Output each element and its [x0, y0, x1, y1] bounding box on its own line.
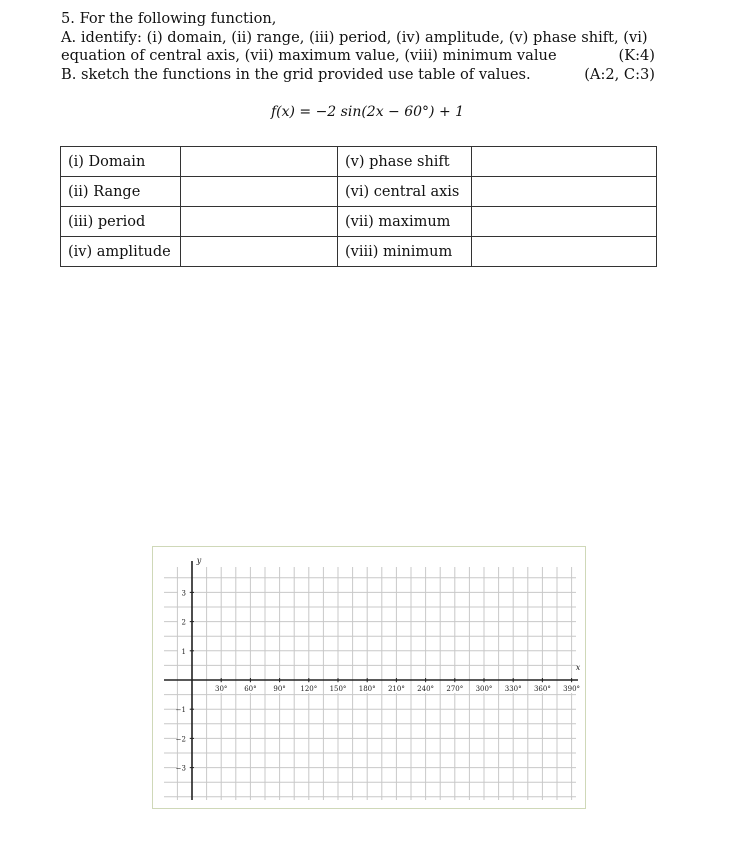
row-label-amplitude: (iv) amplitude [61, 237, 181, 267]
table-row [61, 147, 657, 177]
answer-cell-phase-shift[interactable] [472, 147, 657, 177]
row-label-domain: (i) Domain [61, 147, 181, 177]
question-line-1: 5. For the following function, [61, 10, 277, 27]
y-tick-label: 3 [181, 589, 186, 598]
x-tick-label: 180° [358, 685, 376, 693]
row-label-period: (iii) period [61, 207, 181, 237]
x-tick-label: 90° [273, 685, 286, 693]
row-label-minimum: (viii) minimum [338, 237, 472, 267]
question-line-3 [61, 47, 661, 66]
question-line-4 [61, 66, 661, 85]
y-tick-label: −3 [175, 764, 186, 773]
x-tick-label: 300° [475, 685, 493, 693]
row-label-central-axis: (vi) central axis [338, 177, 472, 207]
y-tick-label: 2 [181, 618, 186, 627]
table-row [61, 207, 657, 237]
x-tick-label: 270° [446, 685, 464, 693]
sketch-grid-frame [152, 546, 586, 809]
x-tick-label: 120° [300, 685, 318, 693]
x-tick-label: 330° [504, 685, 522, 693]
x-tick-label: 30° [214, 685, 228, 693]
row-label-maximum: (vii) maximum [338, 207, 472, 237]
x-tick-label: 210° [387, 685, 405, 693]
answer-cell-domain[interactable] [181, 147, 338, 177]
question-header [61, 10, 661, 84]
answer-cell-period[interactable] [181, 207, 338, 237]
y-tick-label: −1 [175, 706, 186, 715]
x-tick-label: 240° [417, 685, 435, 693]
table-row [61, 177, 657, 207]
knowledge-marks: (K:4) [618, 47, 655, 64]
question-line-3-text: equation of central axis, (vii) maximum value, (viii) minimum value [61, 47, 557, 64]
sketch-grid[interactable] [153, 547, 585, 808]
y-axis-label: y [196, 556, 202, 565]
table-row [61, 237, 657, 267]
row-label-range: (ii) Range [61, 177, 181, 207]
x-tick-label: 360° [533, 685, 551, 693]
function-formula: f(x) = −2 sin(2x − 60°) + 1 [270, 104, 465, 120]
question-line-4-text: B. sketch the functions in the grid provided use table of values. [61, 65, 531, 83]
x-axis-label: x [575, 663, 581, 672]
answer-cell-range[interactable] [181, 177, 338, 207]
row-label-phase-shift: (v) phase shift [338, 147, 472, 177]
answer-cell-maximum[interactable] [472, 207, 657, 237]
y-tick-label: −2 [175, 735, 186, 744]
answer-table [60, 146, 657, 267]
x-tick-label: 60° [244, 685, 257, 693]
answer-cell-amplitude[interactable] [181, 237, 338, 267]
answer-cell-central-axis[interactable] [472, 177, 657, 207]
x-tick-label: 390° [563, 685, 581, 693]
y-tick-label: 1 [181, 647, 186, 656]
application-marks: (A:2, C:3) [584, 65, 655, 83]
question-line-2: A. identify: (i) domain, (ii) range, (iii) period, (iv) amplitude, (v) phase shift, (vi) [61, 28, 648, 46]
answer-cell-minimum[interactable] [472, 237, 657, 267]
x-tick-label: 150° [329, 685, 347, 693]
